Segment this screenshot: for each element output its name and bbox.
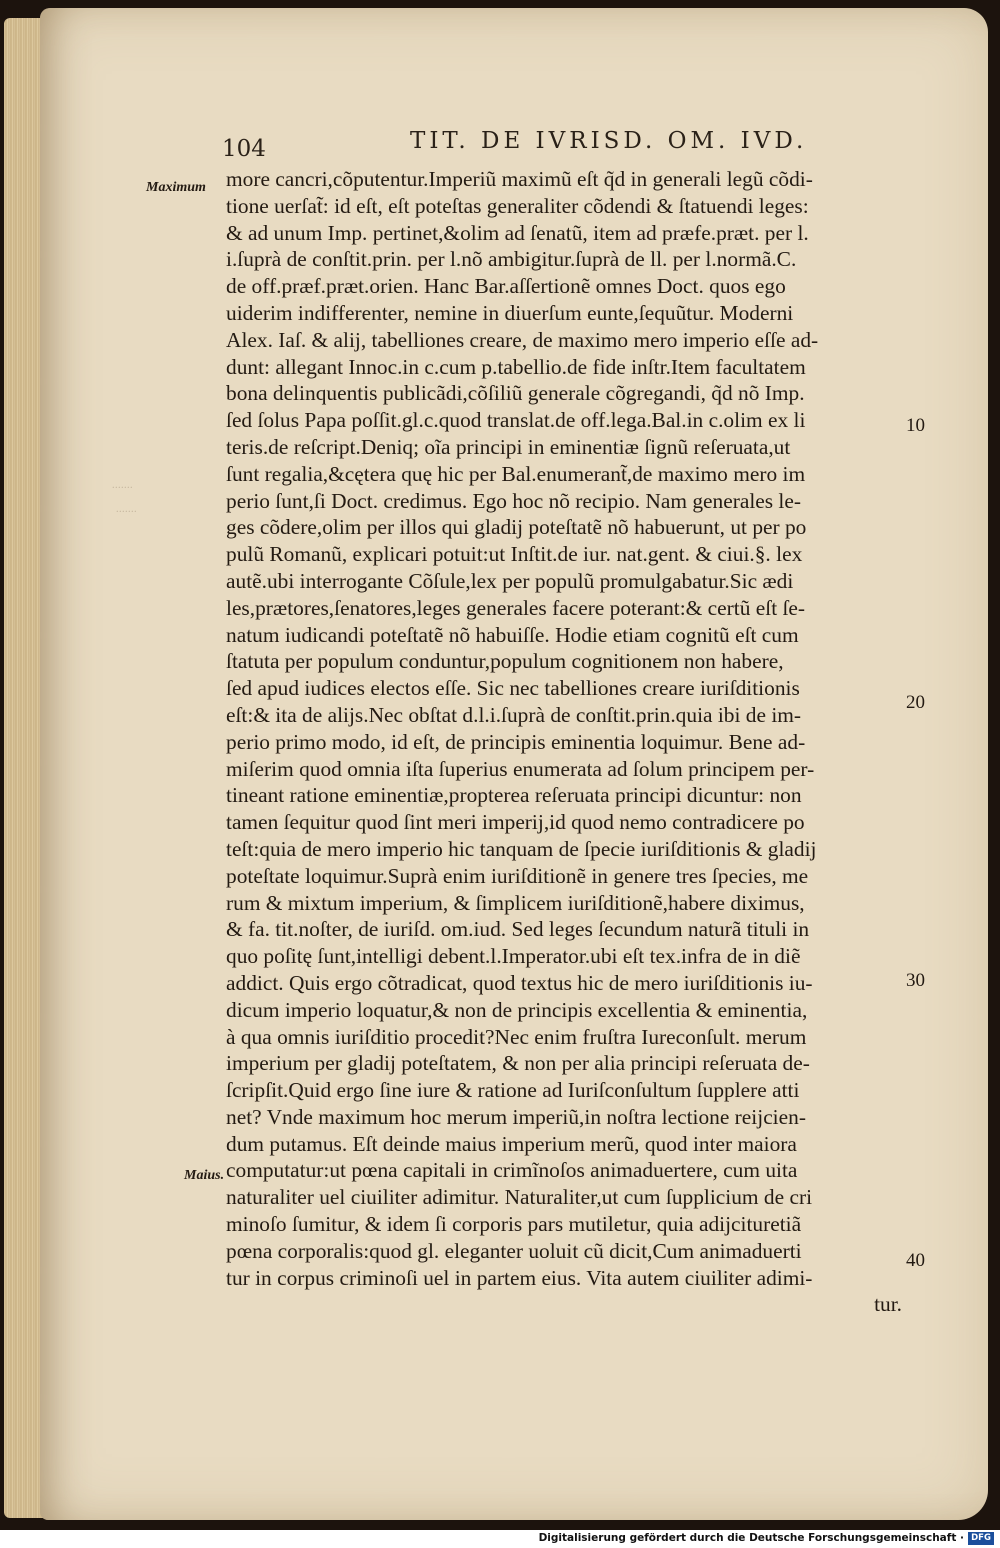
text-line: net? Vnde maximum hoc merum imperiũ,in noſtra lectione reijcien-: [226, 1104, 806, 1129]
margin-note-maximum: Maximum: [146, 180, 206, 195]
text-line: i.ſuprà de conſtit.prin. per l.nõ ambigitur.ſuprà de ll. per l.normã.C.: [226, 247, 797, 272]
text-line: de off.præf.præt.orien. Hanc Bar.aſſertionẽ omnes Doct. quos ego: [226, 274, 786, 299]
page-header: [222, 128, 962, 166]
text-line: pœna corporalis:quod gl. eleganter uoluit cũ dicit,Cum animaduerti: [226, 1238, 802, 1263]
text-line: teſt:quia de mero imperio hic tanquam de ſpecie iuriſditionis & gladij: [226, 836, 817, 861]
text-line: tione uerſat̃: id eſt, eſt poteſtas generaliter cõdendi & ſtatuendi leges:: [226, 193, 809, 218]
text-line: perio primo modo, id eſt, de principis eminentia loquimur. Bene ad-: [226, 729, 806, 754]
text-line: rum & mixtum imperium, & ſimplicem iuriſditionẽ,habere diximus,: [226, 890, 805, 915]
text-line: uiderim indifferenter, nemine in diuerſum eunte,ſequũtur. Moderni: [226, 300, 794, 325]
text-line: dum putamus. Eſt deinde maius imperium merũ, quod inter maiora: [226, 1131, 797, 1156]
text-line: natum iudicandi poteſtatẽ nõ habuiſſe. Hodie etiam cognitũ eſt cum: [226, 622, 799, 647]
text-line: naturaliter uel ciuiliter adimitur. Naturaliter,ut cum ſupplicium de cri: [226, 1185, 813, 1210]
text-line: & fa. tit.noſter, de iuriſd. om.iud. Sed leges ſecundum naturã tituli in: [226, 917, 810, 942]
text-line: Alex. Iaſ. & alij, tabelliones creare, de maximo mero imperio eſſe ad-: [226, 327, 819, 352]
text-line: perio ſunt,ſi Doct. credimus. Ego hoc nõ recipio. Nam generales le-: [226, 488, 801, 513]
running-title: TIT. DE IVRISD. OM. IVD.: [410, 128, 808, 154]
text-line: autẽ.ubi interrogante Cõſule,lex per populũ promulgabatur.Sic ædi: [226, 568, 794, 593]
text-line: addict. Quis ergo cõtradicat, quod textus hic de mero iuriſditionis iu-: [226, 970, 813, 995]
text-line: quo poſitę ſunt,intelligi debent.l.Imperator.ubi eſt tex.infra de in diẽ: [226, 944, 801, 969]
text-line: bona delinquentis publicãdi,cõſiliũ generale cõgregandi, q̃d nõ Imp.: [226, 381, 805, 406]
text-line: more cancri,cõputentur.Imperiũ maximũ eſt q̃d in generali legũ cõdi-: [226, 167, 813, 191]
text-line: ſtatuta per populum conduntur,populum cognitionem non habere,: [226, 649, 784, 674]
text-line: ges cõdere,olim per illos qui gladij poteſtatẽ nõ habuerunt, ut per po: [226, 515, 807, 540]
text-line: imperium per gladij poteſtatem, & non per alia principi reſeruata de-: [226, 1051, 810, 1076]
text-line: eſt:& ita de alijs.Nec obſtat d.l.i.ſuprà de conſtit.prin.quia ibi de im-: [226, 702, 802, 727]
text-line: dicum imperio loquatur,& non de principis excellentia & eminentia,: [226, 997, 808, 1022]
text-line: les,prætores,ſenatores,leges generales facere poterant:& certũ eſt ſe-: [226, 595, 806, 620]
text-line: ſed apud iudices electos eſſe. Sic nec tabelliones creare iuriſditionis: [226, 676, 800, 701]
text-line: poteſtate loquimur.Suprà enim iuriſditionẽ in genere tres ſpecies, me: [226, 863, 809, 888]
text-line: miſerim quod omnia iſta ſuperius enumerata ad ſolum principem per-: [226, 756, 815, 781]
text-line-catchword: tur.: [874, 1292, 902, 1317]
text-line: ſunt regalia,&cętera quę hic per Bal.enumerant̃,de maximo mero im: [226, 461, 806, 486]
body-text: [226, 166, 906, 1318]
bleed-through-mark: ·······: [112, 480, 133, 494]
text-line: ſcripſit.Quid ergo ſine iure & ratione ad Iuriſconſultum ſupplere atti: [226, 1078, 800, 1103]
text-line: pulũ Romanũ, explicari potuit:ut Inſtit.de iur. nat.gent. & ciui.§. lex: [226, 542, 803, 567]
line-number-30: 30: [906, 970, 925, 991]
text-line: teris.de reſcript.Deniq; oĩa principi in eminentiæ ſignũ reſeruata,ut: [226, 434, 791, 459]
text-line: tineant ratione eminentiæ,propterea reſeruata principi dicuntur: non: [226, 783, 802, 808]
text-line: tamen ſequitur quod ſint meri imperij,id quod nemo contradicere po: [226, 810, 805, 835]
dfg-logo-icon: DFG: [968, 1532, 994, 1545]
page-number: 104: [222, 136, 266, 162]
text-line: à qua omnis iuriſditio procedit?Nec enim fruſtra Iureconſult. merum: [226, 1024, 807, 1049]
line-number-20: 20: [906, 692, 925, 713]
bleed-through-mark: ·······: [116, 504, 137, 518]
text-line: dunt: allegant Innoc.in c.cum p.tabellio.de fide inſtr.Item facultatem: [226, 354, 806, 379]
text-line: computatur:ut pœna capitali in crimĩnoſos animaduertere, cum uita: [226, 1158, 798, 1183]
line-number-40: 40: [906, 1250, 925, 1271]
funding-credit: Digitalisierung gefördert durch die Deutsche Forschungsgemeinschaft ·: [538, 1532, 964, 1544]
text-line: & ad unum Imp. pertinet,&olim ad ſenatũ, item ad præfe.præt. per l.: [226, 220, 809, 245]
text-line: ſed ſolus Papa poſſit.gl.c.quod translat.de off.lega.Bal.in c.olim ex li: [226, 408, 806, 433]
text-line: tur in corpus criminoſi uel in partem eius. Vita autem ciuiliter adimi-: [226, 1265, 813, 1290]
footer-bar: [0, 1530, 1000, 1548]
text-line: minoſo ſumitur, & idem ſi corporis pars mutiletur, quia adijcituretiã: [226, 1212, 802, 1237]
margin-note-maius: Maius.: [184, 1168, 225, 1183]
line-number-10: 10: [906, 415, 925, 436]
